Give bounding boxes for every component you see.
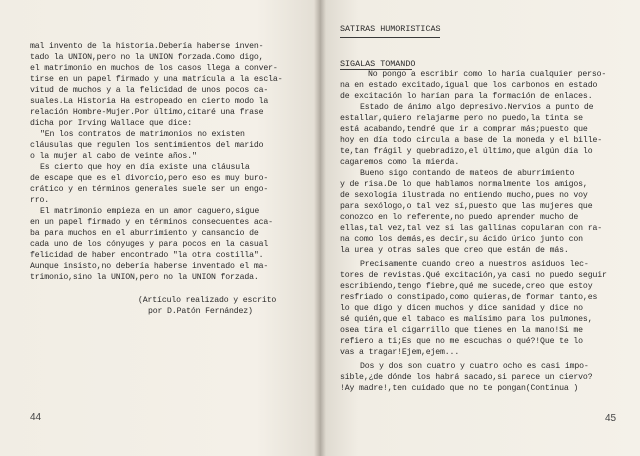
quote-line: cláusulas que regulen los sentimientos del marido — [30, 141, 264, 150]
text-line: El matrimonio empieza en un amor caguero,sigue — [40, 207, 260, 216]
text-line: ellas,tal vez,tal vez si las gallinas copularan con ra- — [340, 224, 602, 233]
text-line: na en estado excitado,igual que los carbonos en estado — [340, 81, 598, 90]
text-line: Precisamente cuando creo a nuestros asiduos lec- — [360, 260, 589, 269]
text-line: Es cierto que hoy en día existe una cláusula — [40, 163, 250, 172]
text-line: el matrimonio en muchos de los casos llega a conver- — [30, 64, 278, 73]
book-gutter-shadow — [314, 0, 326, 456]
text-line: rro. — [30, 196, 50, 205]
text-line: na como los demás,es decir,su ácido úrico junto con — [340, 235, 583, 244]
page-number: 45 — [605, 413, 617, 424]
right-page — [320, 0, 640, 456]
text-line: sible,¿de dónde los habrá sacado,si parece un ciervo? — [340, 373, 593, 382]
text-line: felicidad de haber encontrado "la otra costilla". — [30, 251, 264, 260]
text-line: vitud de muchos y a la felicidad de unos pocos ca- — [30, 86, 269, 95]
text-line: conozco en lo referente,no puedo aprender mucho de — [340, 213, 579, 222]
text-line: ba para muchos en el aburrimiento y cansancio de — [30, 229, 259, 238]
text-line: sé quién,que el tabaco es malísimo para los pulmones, — [340, 315, 593, 324]
header-underline — [340, 37, 440, 38]
text-line: vas a tragar!Ejem,ejem... — [340, 348, 460, 357]
text-line: Estado de ánimo algo depresivo.Nervios a punto de — [360, 103, 594, 112]
page-number: 44 — [30, 412, 42, 423]
text-line: cagaremos como la mierda. — [340, 158, 460, 167]
text-line: y de risa.De lo que hablamos normalmente los amigos, — [340, 180, 588, 189]
text-line: mal invento de la historia.Debería haberse inven- — [30, 42, 264, 51]
text-line: te,tan frágil y quebradizo,el último,que algún día lo — [340, 147, 593, 156]
page-header: SATIRAS HUMORISTICAS — [340, 24, 441, 34]
text-line: refiero a ti;Es que no me escuchas o qué?!Que te lo — [340, 337, 583, 346]
text-line: en un papel firmado y en términos consecuentes aca- — [30, 218, 273, 227]
text-line: suales.La Historia Ha estropeado en cierto modo la — [30, 97, 269, 106]
text-line: !Ay madre!,ten cuidado que no te pongan(Continua ) — [340, 384, 579, 393]
quote-line: o la mujer al cabo de veinte años." — [30, 152, 197, 161]
section-title: SIGALAS TOMANDO — [340, 59, 416, 69]
signature-line: por D.Patón Fernández) — [148, 307, 253, 316]
text-line: de sexología ilustrada no entiendo mucho,pues no voy — [340, 191, 588, 200]
text-line: hoy en día todo circula a base de la moneda y el bille- — [340, 136, 602, 145]
text-line: de excitación lo harían para la formación de enlaces. — [340, 92, 593, 101]
text-line: crático y en términos generales suele ser un engo- — [30, 185, 269, 194]
text-line: estallar,quiero relajarme pero no puedo,la tinta se — [340, 114, 583, 123]
text-line: la urea y otras sales que creo que están de más. — [340, 246, 569, 255]
text-line: osea tira el cigarrillo que tienes en la mano!Si me — [340, 326, 583, 335]
text-line: trimonio,sino la UNION,pero no la UNION forzada. — [30, 273, 259, 282]
text-line: resfriado o constipado,como quieras,de formar tanto,es — [340, 293, 598, 302]
text-line: para sexólogo,o tal vez sí,puesto que las mujeres que — [340, 202, 593, 211]
text-line: No pongo a escribir como lo haría cualquier perso- — [368, 70, 607, 79]
text-line: está acabando,tendré que ir a comprar más;puesto que — [340, 125, 588, 134]
text-line: Bueno sigo contando de mateos de aburrimiento — [360, 169, 575, 178]
text-line: escribiendo,tengo fiebre,qué me sucede,creo que estoy — [340, 282, 593, 291]
text-line: cada uno de los cónyuges y para pocos en la casual — [30, 240, 269, 249]
text-line: relación Hombre-Mujer.Por último,citaré una frase — [30, 108, 264, 117]
text-line: tores de revistas.Qué excitación,ya casi no puedo seguir — [340, 271, 607, 280]
text-line: Aunque insisto,no debería haberse inventado el ma- — [30, 262, 269, 271]
text-line: Dos y dos son cuatro y cuatro ocho es casi impo- — [360, 362, 589, 371]
text-line: dicha por Irving Wallace que dice: — [30, 119, 192, 128]
text-line: de escape que es el divorcio,pero eso es muy buro- — [30, 174, 269, 183]
signature-line: (Artículo realizado y escrito — [138, 296, 277, 305]
text-line: tirse en un papel firmado y una matrícula a la escla- — [30, 75, 283, 84]
quote-line: "En los contratos de matrimonios no existen — [40, 130, 245, 139]
text-line: tado la UNION,pero no la UNION forzada.Como digo, — [30, 53, 264, 62]
text-line: lo que digo y dicen muchos y dice sanidad y dice no — [340, 304, 583, 313]
